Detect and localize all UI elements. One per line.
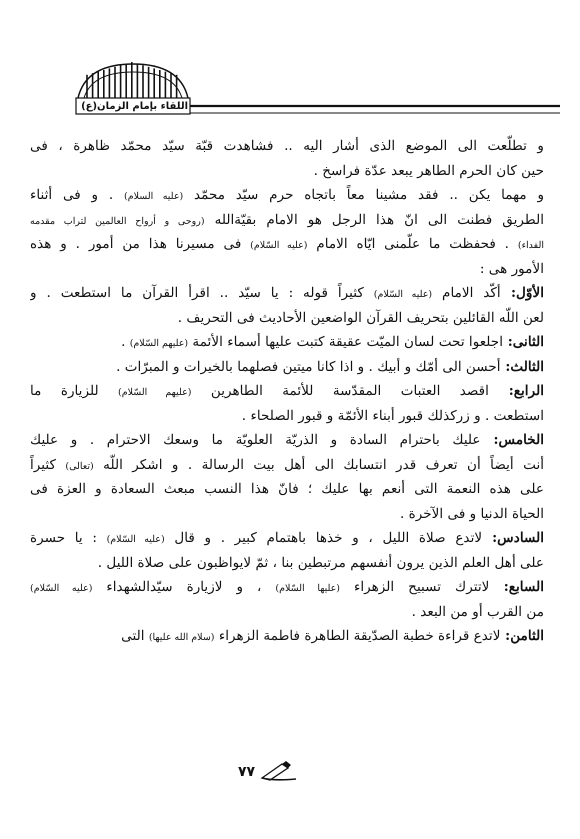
paragraph xyxy=(30,526,544,575)
text-line xyxy=(30,208,544,233)
page-number: ٧٧ xyxy=(238,764,256,780)
text-run: عليك باحترام السادة و الذريّة العلويّة ما وسعك الاحترام . و عليك xyxy=(30,432,481,448)
page-body xyxy=(30,134,544,649)
text-line xyxy=(30,624,544,649)
text-run: كثيراً قوله : يا سيّد .. اقرأ القرآن ما استطعت . و xyxy=(30,285,374,301)
item-heading: السابع: xyxy=(489,579,544,595)
paragraph xyxy=(30,134,544,183)
text-line xyxy=(30,453,544,478)
text-line xyxy=(30,257,544,282)
header-title: اللقاء بإمام الزمان(ع) xyxy=(81,101,188,112)
text-run: لاتدع صلاة الليل ، و خذها باهتمام كبير . و قال xyxy=(164,530,483,546)
paragraph xyxy=(30,379,544,428)
text-run: التى xyxy=(121,628,149,644)
text-line xyxy=(30,600,544,625)
text-run: اجلعوا تحت لسان الميّت عقيقة كتبت عليها أسماء الأئمة xyxy=(188,334,503,350)
pen-icon xyxy=(260,760,298,782)
text-run: على أهل العلم الذين يرون أنفسهم مرتبطين بنا ، ثمّ لايواظبون على صلاة الليل . xyxy=(97,554,544,571)
item-heading: الرابع: xyxy=(488,383,544,399)
paragraph xyxy=(30,355,544,380)
text-run: . xyxy=(121,334,130,350)
text-line xyxy=(30,159,544,184)
page-header xyxy=(0,0,580,125)
honorific: (سلام الله عليها) xyxy=(148,632,215,643)
honorific: (عليه السلام) xyxy=(123,191,184,202)
text-run: ، و لازيارة سيّدالشهداء xyxy=(92,579,276,595)
text-line xyxy=(30,306,544,331)
text-line xyxy=(30,183,544,208)
text-run: . و فى أثناء xyxy=(30,187,124,203)
text-run: أكّد الامام xyxy=(432,285,501,301)
text-line xyxy=(30,551,544,576)
text-run: أحسن الى أمّك و أبيك . و اذا كانا ميتين فصلهما بالخيرات و المبرّات . xyxy=(116,358,501,375)
text-run: : يا حسرة xyxy=(30,530,107,546)
text-run: على هذه النعمة التى أنعم بها عليك ؛ فانّ هذا النسب مبعث السعادة و العزة فى xyxy=(30,481,544,497)
text-run: أنت أيضاً أن تعرف قدر انتسابك الى أهل بيت الرسالة . و اشكر اللّه xyxy=(93,456,544,473)
text-run: فى مسيرنا هذا من أمور . و هذه xyxy=(30,236,251,252)
honorific: الفداء) xyxy=(517,240,544,251)
text-line xyxy=(30,477,544,502)
text-run: لاتدع قراءة خطبة الصدّيقة الطاهرة فاطمة الزهراء xyxy=(214,628,501,644)
honorific: (عليه السّلام) xyxy=(106,534,165,545)
item-heading: الثامن: xyxy=(500,628,544,644)
item-heading: الخامس: xyxy=(480,432,544,448)
text-run: حين كان الحرم الطاهر يبعد عدّة فراسخ . xyxy=(313,162,544,179)
text-line xyxy=(30,404,544,429)
text-run: الحياة الدنيا و فى الآخرة . xyxy=(399,505,544,522)
text-run: الطريق فطنت الى انّ هذا الرجل هو الامام بقيّةالله xyxy=(204,211,544,228)
text-run: الأمور هى : xyxy=(479,260,544,277)
item-heading: الثالث: xyxy=(500,358,544,375)
honorific: (تعالى) xyxy=(65,460,94,472)
text-run: . فحفظت ما علّمنى ايّاه الامام xyxy=(307,236,518,252)
honorific: (روحى و أرواح العالمين لتراب مقدمه xyxy=(30,215,205,227)
item-heading: الأوّل: xyxy=(500,285,544,301)
honorific: (عليهم السّلام) xyxy=(117,387,192,398)
text-line xyxy=(30,232,544,257)
honorific: (عليه السّلام) xyxy=(30,583,93,594)
text-line xyxy=(30,575,544,600)
item-heading: الثانى: xyxy=(502,334,544,350)
honorific: (عليها السّلام) xyxy=(275,583,340,594)
text-run: كثيراً xyxy=(30,456,66,473)
paragraph xyxy=(30,330,544,355)
text-run: استطعت . و زركذلك قبور أبناء الأئمّة و قبور الصلحاء . xyxy=(241,407,544,424)
text-line xyxy=(30,502,544,527)
item-heading: السادس: xyxy=(482,530,544,546)
paragraph xyxy=(30,624,544,649)
text-run: للزيارة ما xyxy=(30,383,118,399)
text-run: و مهما يكن .. فقد مشينا معاً باتجاه حرم سيّد محمّد xyxy=(183,187,544,203)
paragraph xyxy=(30,183,544,281)
text-line xyxy=(30,428,544,453)
text-line xyxy=(30,355,544,380)
paragraph xyxy=(30,575,544,624)
paragraph xyxy=(30,281,544,330)
text-line xyxy=(30,330,544,355)
text-run: من القرب أو من البعد . xyxy=(411,603,544,620)
text-line xyxy=(30,379,544,404)
paragraph xyxy=(30,428,544,526)
honorific: (عليهم السّلام) xyxy=(129,338,189,349)
text-run: اقصد العتبات المقدّسة للأئمة الطاهرين xyxy=(191,383,489,399)
text-line xyxy=(30,134,544,159)
text-run: لاتترك تسبيح الزهراء xyxy=(339,579,490,595)
text-line xyxy=(30,526,544,551)
honorific: (عليه السّلام) xyxy=(373,289,433,300)
text-run: و تطلّعت الى الموضع الذى أشار اليه .. فشاهدت قبّة سيّد محمّد ظاهرة ، فى xyxy=(30,138,544,154)
honorific: (عليه السّلام) xyxy=(250,240,308,251)
text-line xyxy=(30,281,544,306)
text-run: لعن اللّه القائلين بتحريف القرآن الواضعين الأحاديث فى التحريف . xyxy=(177,309,544,326)
